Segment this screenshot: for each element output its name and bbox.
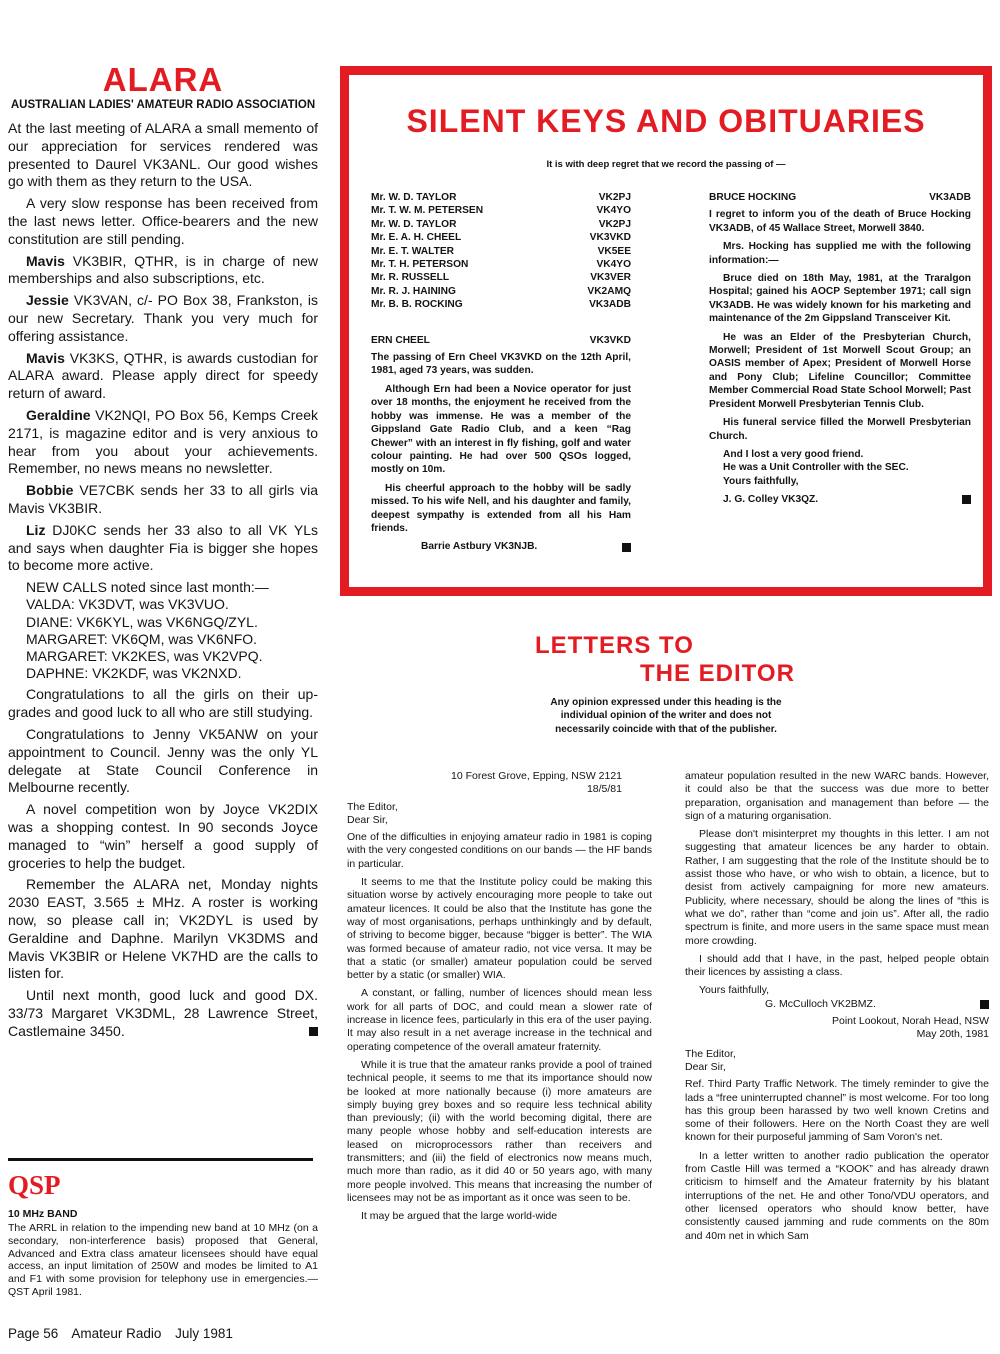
alara-article [8, 62, 318, 1044]
silent-keys-box [340, 66, 992, 596]
member-name: Liz [26, 521, 46, 538]
new-calls-heading: NEW CALLS noted since last month:— [26, 579, 269, 596]
letters-title-line2: THE EDITOR [640, 660, 795, 687]
sk-name: Mr. B. B. ROCKING [371, 299, 463, 311]
alara-paragraph [8, 987, 318, 1040]
page-number: Page 56 [8, 1326, 59, 1341]
sk-name: Mr. E. A. H. CHEEL [371, 232, 462, 244]
obituary-paragraph: Bruce died on 18th May, 1981, at the Traralgon Hospital; gained his AOCP September 1971; call sign VK3ADB. He was widely known for his marketing and maintenance of the 2m Gippsland Transceiver Kit. [709, 273, 971, 325]
sk-call: VK4YO [596, 205, 631, 217]
obituary-signature [709, 493, 971, 506]
letter-paragraph: One of the difficulties in enjoying amateur radio in 1981 is coping with the very congested conditions on our bands — the HF bands in particular. [347, 831, 652, 870]
alara-paragraph [8, 350, 318, 403]
paragraph-text: VK3KS, QTHR, is awards custodian for ALARA award. Please apply direct for speedy return of award. [8, 349, 318, 402]
list-item [371, 258, 631, 271]
list-item [371, 204, 631, 217]
letters-title-line1: LETTERS TO [535, 632, 694, 659]
sk-name: Mr. T. W. M. PETERSEN [371, 205, 484, 217]
qsp-article [8, 1170, 318, 1299]
end-mark-icon [962, 495, 971, 504]
sk-call: VK3VKD [589, 232, 631, 244]
sk-call: VK3ADB [589, 299, 631, 311]
sk-call: VK5EE [597, 245, 631, 257]
letter-paragraph: Ref. Third Party Traffic Network. The timely reminder to give the lads a “free uninterrupted channel” is most welcome. For too long has this group been harassed by two well known Cretins and some of their followers. Here on the North Coast they are well known for their purposeful jamming of Sam Voron's net. [685, 1078, 989, 1144]
paragraph-text: VK3BIR, QTHR, is in charge of new memberships and also subscriptions, etc. [8, 252, 318, 287]
letters-column-1 [347, 770, 652, 1229]
letter-paragraph: A constant, or falling, number of licences should mean less work for all parts of DOC, and could mean a slower rate of increase in licence fees, particularly in this era of the user paying. It may also result in a net average increase in the technical and operating competence of the overall amateur fraternity. [347, 987, 652, 1053]
sk-name: Mr. E. T. WALTER [371, 245, 455, 257]
silent-keys-intro: It is with deep regret that we record the passing of — [546, 159, 786, 170]
obituary-paragraph: Although Ern had been a Novice operator for just over 18 months, the enjoyment he received from the hobby was immense. He was a member of the Gippsland Gate Radio Club, and a keen “Rag Chewer” with an interest in fly fishing, golf and water colour painting. He had over 500 QSOs logged, mostly on 10m. [371, 383, 631, 476]
letter-paragraph: It seems to me that the Institute policy could be making this situation worse by actively encouraging more people to take out amateur licences. It could be also that the Institute has gone the way of most organisations, perhaps unthinkingly and by default, of striving to become bigger, because “bigger is better”. The WIA was formed because of amateur radio, not vice versa. It may be that a static (or smaller) amateur population could be served better by a static (or smaller) WIA. [347, 876, 652, 982]
end-mark-icon [980, 1000, 989, 1009]
list-item [371, 231, 631, 244]
member-name: Mavis [26, 252, 65, 269]
sk-call: VK4YO [596, 259, 631, 271]
new-calls-list [26, 579, 318, 682]
letter-salutation: The Editor, [685, 1047, 736, 1060]
signature-text: G. McCulloch VK2BMZ. [765, 997, 876, 1010]
signature-text: Barrie Astbury VK3NJB. [421, 541, 538, 553]
alara-title: ALARA [102, 61, 224, 98]
alara-body [8, 120, 318, 1040]
letter-paragraph: While it is true that the amateur ranks provide a pool of trained technical people, it seems to me that its importance should now be looked at more nationally because (i) more amateurs are simply buying grey boxes and so require less technical ability than previously; (ii) with the world becoming digital, there are many people whose hobby and self-education interests are leased on microprocessors rather than receivers and transmitters; and (iii) the field of electronics now means much, much more than radio, as it did 40 or 50 years ago, with many more people involved. This means that increasing the number of licensees may not be as important as it once was seen to be. [347, 1058, 652, 1204]
alara-paragraph: At the last meeting of ALARA a small memento of our appreciation for services rendered was presented to Daurel VK3ANL. Our good wishes go with them as they return to the USA. [8, 120, 318, 190]
obituary-name: ERN CHEEL [371, 334, 430, 346]
new-call-item: MARGARET: VK2KES, was VK2VPQ. [26, 647, 263, 664]
silent-keys-right-column [709, 191, 971, 507]
obituary-paragraph: The passing of Ern Cheel VK3VKD on the 12th April, 1981, aged 73 years, was sudden. [371, 352, 631, 377]
list-item [371, 191, 631, 204]
letter-paragraph: It may be argued that the large world-wide [361, 1210, 558, 1223]
sk-call: VK2AMQ [587, 285, 631, 297]
paragraph-text: VK3VAN, c/- PO Box 38, Frankston, is our new Secretary. Thank you very much for offering assistance. [8, 292, 318, 344]
letter-address: 10 Forest Grove, Epping, NSW 2121 [451, 770, 622, 782]
member-name: Geraldine [26, 406, 91, 423]
sk-name: Mr. T. H. PETERSON [371, 259, 469, 271]
letter-paragraph: In a letter written to another radio publication the operator from Castle Hill was termed a “KOOK” and has already drawn criticism to himself and the Amateur fraternity by his blatant interruptions of the net. He and other Tono/VDU operators, and other licensed operators who should know better, have consistently caused jamming and rude comments on the 80m and 40m net in which Sam [685, 1149, 989, 1242]
obituary-paragraph: He was an Elder of the Presbyterian Church, Morwell; President of 1st Morwell Scout Group; an OASIS member of Apex; President of Morwell Horse and Pony Club; Lifeline Councillor; Committee Member Commercial Road State School Morwell; Past President Morwell Presbyterian Tennis Club. [709, 331, 971, 410]
new-call-item: DIANE: VK6KYL, was VK6NGQ/ZYL. [26, 613, 258, 630]
paragraph-text: VE7CBK sends her 33 to all girls via Mavis VK3BIR. [8, 482, 318, 516]
alara-paragraph: Congratulations to all the girls on their up-grades and good luck to all who are still studying. [8, 686, 318, 721]
obituary-paragraph: He was a Unit Controller with the SEC. [723, 462, 909, 474]
obituary-paragraph: I regret to inform you of the death of Bruce Hocking VK3ADB, of 45 Wallace Street, Morwell 3840. [709, 209, 971, 234]
obituary-paragraph: His cheerful approach to the hobby will be sadly missed. To his wife Nell, and his daughter and family, deepest sympathy is extended from all his Ham friends. [371, 482, 631, 534]
qsp-heading: 10 MHz BAND [8, 1208, 78, 1220]
magazine-name: Amateur Radio [71, 1326, 162, 1341]
qsp-title: QSP [8, 1170, 61, 1200]
alara-paragraph: A novel competition won by Joyce VK2DIX was a shopping contest. In 90 seconds Joyce managed to “win” herself a good supply of groceries to help the budget. [8, 801, 318, 871]
obituary-paragraph: Mrs. Hocking has supplied me with the following information:— [709, 241, 971, 266]
paragraph-text: Until next month, good luck and good DX. 33/73 Margaret VK3DML, 28 Lawrence Street, Castlemaine 3450. [8, 987, 318, 1039]
issue-date: July 1981 [175, 1326, 233, 1341]
alara-paragraph: A very slow response has been received from the last news letter. Office-bearers and the new constitution are still pending. [8, 195, 318, 247]
sk-name: Mr. R. J. HAINING [371, 285, 456, 297]
obituary-call: VK3VKD [589, 334, 631, 346]
obituary-paragraph: Yours faithfully, [723, 475, 799, 487]
letter-salutation: Dear Sir, [347, 813, 388, 826]
alara-paragraph [8, 407, 318, 478]
sk-name: Mr. R. RUSSELL [371, 272, 450, 284]
paragraph-text: VK2NQI, PO Box 56, Kemps Creek 2171, is magazine editor and is very anxious to hear from you about your achievements. Remember, no news means no newsletter. [8, 406, 318, 477]
signature-text: J. G. Colley VK3QZ. [723, 494, 819, 506]
alara-paragraph [8, 292, 318, 345]
sk-call: VK3VER [590, 272, 631, 284]
obituary-heading [709, 191, 971, 204]
member-name: Mavis [26, 349, 65, 366]
section-divider [8, 1158, 313, 1161]
qsp-text: The ARRL in relation to the impending new band at 10 MHz (on a secondary, non-interference basis) proposed that General, Advanced and Extra class amateur licensees should have equal access, an input limitation of 250W and modes be limited to A1 and F1 with some provision for telephony use in emergencies.—QST April 1981. [8, 1222, 318, 1298]
letter-signature [685, 998, 989, 1011]
alara-paragraph: Congratulations to Jenny VK5ANW on your appointment to Council. Jenny was the only YL delegate at State Council Conference in Melbourne recently. [8, 725, 318, 796]
list-item [371, 218, 631, 231]
letter-paragraph: I should add that I have, in the past, helped people obtain their licences by assisting a class. [685, 952, 989, 979]
letters-disclaimer: Any opinion expressed under this heading is the individual opinion of the writer and does not necessarily coincide with that of the publisher. [550, 697, 782, 735]
silent-keys-title: SILENT KEYS AND OBITUARIES [406, 103, 926, 139]
alara-paragraph [8, 522, 318, 575]
page-footer [8, 1326, 243, 1341]
paragraph-text: DJ0KC sends her 33 also to all VK YLs and says when daughter Fia is bigger she hopes to become more active. [8, 521, 318, 574]
alara-subtitle: AUSTRALIAN LADIES' AMATEUR RADIO ASSOCIATION [10, 99, 316, 111]
new-call-item: VALDA: VK3DVT, was VK3VUO. [26, 596, 229, 613]
alara-paragraph: Remember the ALARA net, Monday nights 2030 EAST, 3.565 ± MHz. A roster is working now, so please call in; VK2DYL is used by Geraldine and Daphne. Marilyn VK3DMS and Mavis VK3BIR or Helene VK7HD are the calls to listen for. [8, 876, 318, 982]
end-mark-icon [622, 543, 631, 552]
obituary-call: VK3ADB [929, 192, 971, 203]
letter-date: May 20th, 1981 [916, 1028, 989, 1041]
sk-call: VK2PJ [598, 218, 631, 230]
letter-salutation: The Editor, [347, 800, 398, 813]
letter-paragraph: Please don't misinterpret my thoughts in this letter. I am not suggesting that amateur licences be any harder to obtain. Rather, I am suggesting that the role of the Institute should be to assist those who have, or who wish to obtain, a licence, but to desist from actively campaigning for more new amateurs. Publicity, where necessary, should be along the lines of “this is what we do”, rather than “come and join us”. After all, the radio spectrum is finite, and more users in the same space must mean more crowding. [685, 828, 989, 947]
letter-address: Point Lookout, Norah Head, NSW [832, 1015, 989, 1028]
member-name: Bobbie [26, 482, 74, 499]
new-call-item: MARGARET: VK6QM, was VK6NFO. [26, 630, 258, 647]
letter-paragraph: amateur population resulted in the new WARC bands. However, it could also be that the success was due more to better preparation, organisation and management than before — the sign of a maturing organisation. [685, 770, 989, 822]
new-call-item: DAPHNE: VK2KDF, was VK2NXD. [26, 665, 242, 682]
obituary-paragraph: His funeral service filled the Morwell Presbyterian Church. [709, 417, 971, 442]
obituary-heading [371, 334, 631, 347]
letters-column-2 [685, 770, 989, 1248]
list-item [371, 285, 631, 298]
alara-paragraph [8, 253, 318, 289]
end-mark-icon [309, 1027, 318, 1036]
obituary-name: BRUCE HOCKING [709, 192, 797, 203]
sk-call: VK2PJ [598, 192, 631, 203]
sk-name: Mr. W. D. TAYLOR [371, 218, 457, 230]
obituary-signature [371, 540, 631, 553]
obituary-paragraph: And I lost a very good friend. [723, 448, 864, 460]
member-name: Jessie [26, 292, 69, 309]
alara-paragraph [8, 482, 318, 518]
list-item [371, 298, 631, 311]
letter-salutation: Dear Sir, [685, 1060, 726, 1073]
list-item [371, 245, 631, 258]
silent-keys-left-column [371, 191, 631, 554]
letter-closing: Yours faithfully, [699, 984, 770, 997]
list-item [371, 271, 631, 284]
sk-name: Mr. W. D. TAYLOR [371, 192, 457, 203]
letter-date: 18/5/81 [586, 783, 622, 796]
silent-keys-list [371, 191, 631, 312]
